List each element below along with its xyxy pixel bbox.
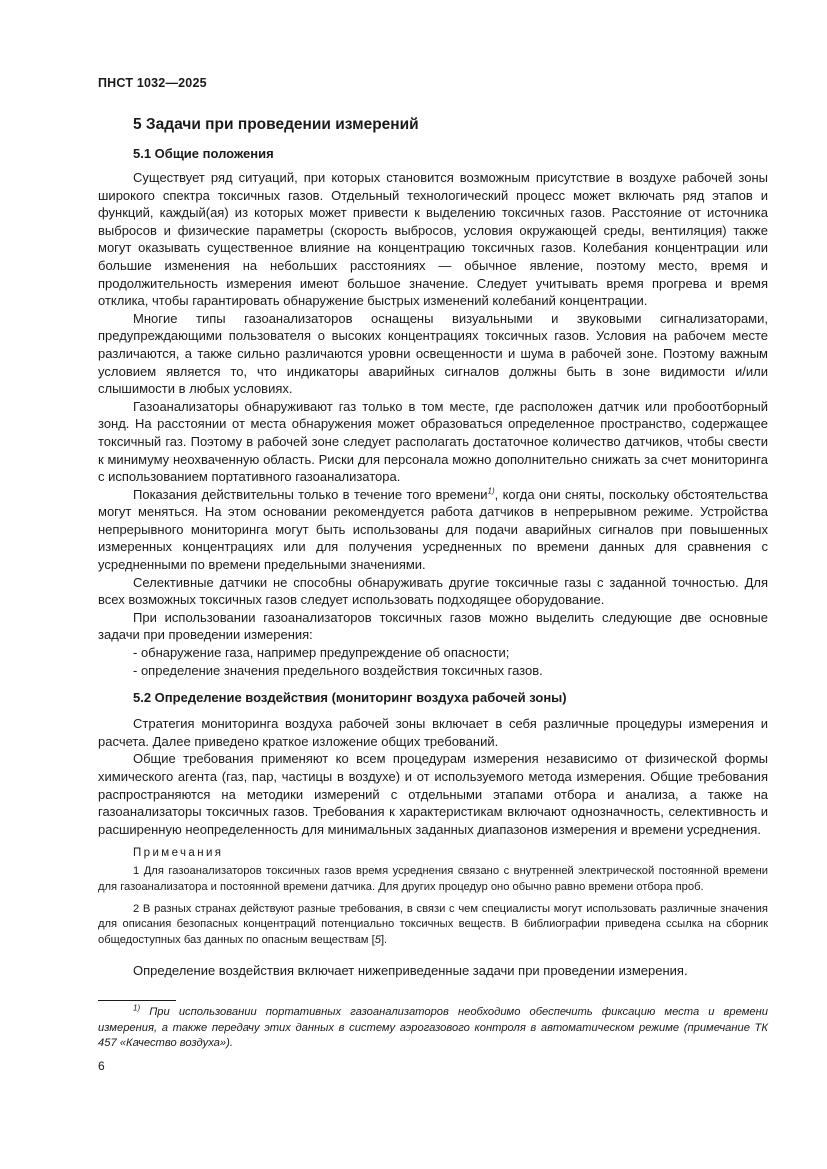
note-text: ]. (380, 933, 388, 946)
footnote-marker: 1) (133, 1003, 141, 1013)
note-with-citation (98, 902, 768, 949)
paragraph-text: , когда они сняты, поскольку обстоятельства могут меняться. На этом основании рекомендуется работа датчиков в непрерывном режиме. Устройства непрерывного мониторинга могут быть использованы для подачи аварийных сигналов при повышенных измеренных концентрациях или для получения усредненных по времени данных для сравнения с усредненными по времени предельными значениями. (98, 486, 768, 573)
list-item: - обнаружение газа, например предупреждение об опасности; (133, 645, 510, 661)
document-code: ПНСТ 1032—2025 (98, 76, 207, 90)
paragraph: Селективные датчики не способны обнаруживать другие токсичные газы с заданной точностью. Для всех возможных токсичных газов следует использовать подходящее оборудование. (98, 574, 768, 608)
paragraph: Определение воздействия включает нижеприведенные задачи при проведении измерения. (133, 963, 688, 979)
section-title: 5 Задачи при проведении измерений (133, 116, 419, 133)
note-text: 2 В разных странах действуют разные требования, в связи с чем специалисты могут использовать различные значения для описания безопасных концентраций потенциально токсичных веществ. В библиографии приведена ссылка на сборник общедоступных баз данных по опасным веществам [ (98, 902, 768, 946)
footnote (98, 1005, 768, 1052)
footnote-reference: 1) (487, 486, 495, 496)
page-number: 6 (98, 1059, 105, 1073)
subsection-title-5-1: 5.1 Общие положения (133, 146, 274, 161)
footnote-text: При использовании портативных газоанализаторов необходимо обеспечить фиксацию места и времени измерения, а также передачу этих данных в систему аэрогазового контроля в автоматическом режиме (примечание ТК 457 «Качество воздуха»). (98, 1006, 768, 1050)
paragraph: Стратегия мониторинга воздуха рабочей зоны включает в себя различные процедуры измерения и расчета. Далее приведено краткое изложение общих требований. (98, 716, 768, 749)
paragraph: При использовании газоанализаторов токсичных газов можно выделить следующие две основные задачи при проведении измерения: (98, 609, 768, 643)
paragraph: Общие требования применяют ко всем процедурам измерения независимо от физической формы химического агента (газ, пар, частицы в воздухе) и от используемого метода измерения. Общие требования распространяются на методики измерений с отдельными этапами отбора и анализа, а также на газоанализаторы токсичных газов. Требования к характеристикам включают однозначность, селективность и расширенную неопределенность для минимальных заданных диапазонов измерения и времени усреднения. (98, 751, 768, 837)
paragraph: Существует ряд ситуаций, при которых становится возможным присутствие в воздухе рабочей зоны широкого спектра токсичных газов. Отдельный технологический процесс может включать ряд этапов и функций, каждый(ая) из которых может привести к выделению токсичных газов. Расстояние от источника выбросов и физические параметры (скорость выбросов, условия окружающей среды, вентиляция) также могут оказывать существенное влияние на концентрацию токсичных газов. Колебания концентрации или большие изменения на небольших расстояниях — обычное явление, поэтому место, время и продолжительность измерения имеют большое значение. Следует учитывать время прогрева и время отклика, чтобы гарантировать обнаружение быстрых изменений колебаний концентрации. (98, 170, 768, 309)
paragraph: Газоанализаторы обнаруживают газ только в том месте, где расположен датчик или пробоотборный зонд. На расстоянии от места обнаружения может образоваться определенное пространство, содержащее токсичный газ. Поэтому в рабочей зоне следует располагать достаточное количество датчиков, чтобы свести к минимуму неохваченную область. Риски для персонала можно дополнительно снижать за счет мониторинга с использованием портативного газоанализатора. (98, 398, 768, 485)
footnote-separator (98, 1000, 176, 1001)
paragraph: Многие типы газоанализаторов оснащены визуальными и звуковыми сигнализаторами, предупреждающими пользователя о высоких концентрациях токсичных газов. Условия на рабочем месте различаются, а также сильно различаются уровни освещенности и шума в рабочей зоне. Поэтому важным условием является то, что индикаторы аварийных сигналов должны быть в зоне видимости и/или слышимости в любых условиях. (98, 310, 768, 397)
subsection-title-5-2: 5.2 Определение воздействия (мониторинг воздуха рабочей зоны) (133, 690, 567, 706)
notes-heading: Примечания (133, 847, 224, 860)
note: 1 Для газоанализаторов токсичных газов время усреднения связано с внутренней электрической постоянной времени для газоанализатора и постоянной времени датчика. Для других процедур оно обычно равно времени отбора проб. (98, 865, 768, 893)
bibliography-citation: 5 (374, 933, 381, 946)
list-item: - определение значения предельного воздействия токсичных газов. (133, 662, 543, 678)
main-content (98, 115, 768, 980)
paragraph-text: Показания действительны только в течение того времени (133, 486, 488, 502)
paragraph-with-footnote-ref (98, 486, 768, 574)
